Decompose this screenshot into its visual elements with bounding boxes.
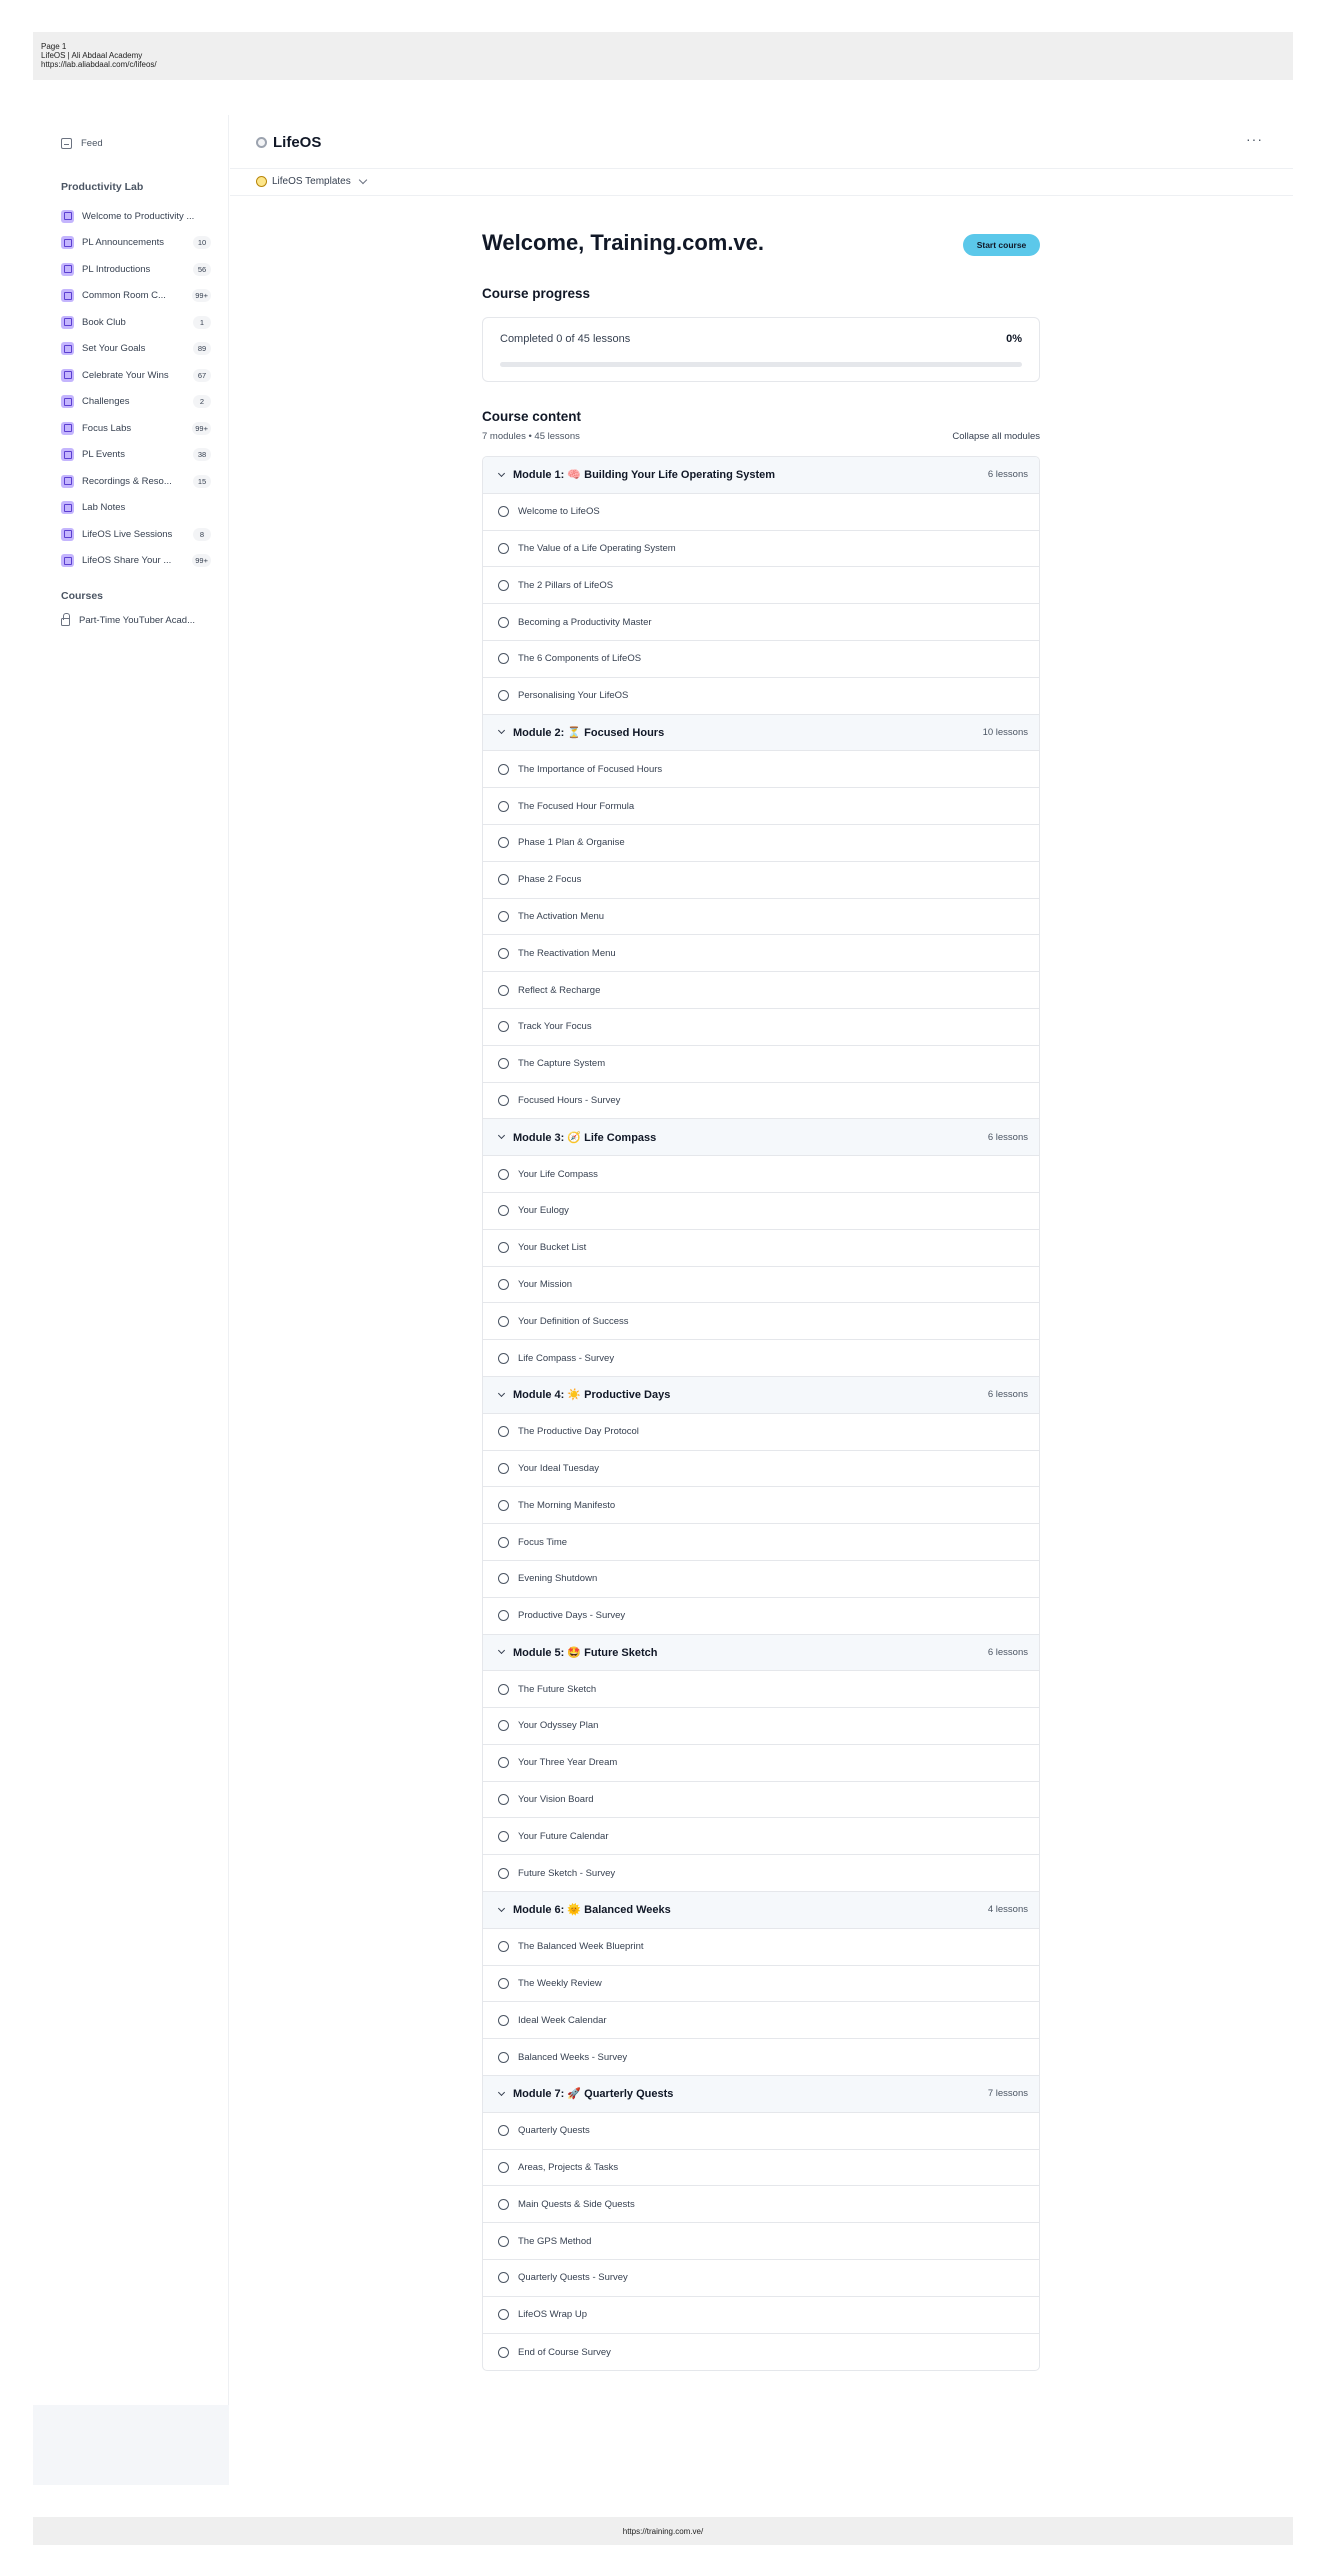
print-page-label: Page 1 [41, 42, 67, 51]
space-icon [61, 475, 74, 488]
space-icon [61, 289, 74, 302]
chevron-down-icon [498, 1390, 505, 1397]
templates-label: LifeOS Templates [272, 176, 351, 187]
space-label: Welcome to Productivity ... [82, 210, 195, 222]
sidebar-group-title[interactable]: Productivity Lab [61, 181, 144, 193]
circle-icon [498, 801, 509, 812]
sidebar [33, 115, 229, 2485]
space-icon [61, 528, 74, 541]
module-header[interactable] [483, 1892, 1039, 1929]
lesson-title: The Weekly Review [518, 1978, 602, 1990]
lesson-title: Personalising Your LifeOS [518, 690, 629, 702]
module-title: Module 5: 🤩 Future Sketch [513, 1646, 658, 1659]
lesson-item[interactable] [483, 1818, 1039, 1855]
lesson-title: Quarterly Quests - Survey [518, 2272, 628, 2284]
start-course-button[interactable]: Start course [963, 234, 1040, 256]
lesson-item[interactable] [483, 1671, 1039, 1708]
chevron-down-icon [359, 176, 367, 184]
circle-icon [498, 948, 509, 959]
lesson-title: The Morning Manifesto [518, 1499, 616, 1511]
lesson-title: Your Vision Board [518, 1794, 594, 1806]
lesson-title: Phase 2 Focus [518, 874, 582, 886]
lesson-item[interactable] [483, 1855, 1039, 1892]
lesson-item[interactable] [483, 2113, 1039, 2150]
sidebar-space-item[interactable] [61, 415, 211, 442]
circle-icon [498, 1794, 509, 1805]
circle-icon [498, 1279, 509, 1290]
space-label: Common Room C... [82, 290, 166, 302]
module-list [482, 456, 1040, 2371]
space-label: Lab Notes [82, 502, 126, 514]
space-icon [61, 210, 74, 223]
lesson-title: The Activation Menu [518, 910, 605, 922]
sidebar-space-item[interactable] [61, 521, 211, 548]
progress-text: Completed 0 of 45 lessons [500, 333, 631, 345]
module-header[interactable] [483, 1377, 1039, 1414]
lesson-title: Your Three Year Dream [518, 1757, 618, 1769]
lesson-title: End of Course Survey [518, 2346, 611, 2358]
lesson-title: The Focused Hour Formula [518, 800, 635, 812]
lesson-title: Balanced Weeks - Survey [518, 2051, 628, 2063]
space-label: LifeOS Share Your ... [82, 555, 172, 567]
lesson-item[interactable] [483, 567, 1039, 604]
circle-icon [498, 1831, 509, 1842]
lesson-item[interactable] [483, 972, 1039, 1009]
module-header[interactable] [483, 1635, 1039, 1672]
module-title: Module 7: 🚀 Quarterly Quests [513, 2088, 674, 2101]
lesson-item[interactable] [483, 1487, 1039, 1524]
lesson-item[interactable] [483, 862, 1039, 899]
circle-icon [498, 617, 509, 628]
lesson-title: The Importance of Focused Hours [518, 763, 663, 775]
lesson-title: The Capture System [518, 1058, 606, 1070]
feed-label: Feed [81, 138, 103, 149]
lesson-item[interactable] [483, 1009, 1039, 1046]
more-options-button[interactable]: ··· [1246, 131, 1263, 147]
circle-icon [498, 1537, 509, 1548]
circle-icon [498, 1941, 509, 1952]
lesson-title: Your Bucket List [518, 1242, 587, 1254]
lesson-title: Life Compass - Survey [518, 1352, 615, 1364]
circle-icon [498, 874, 509, 885]
unread-count-badge: 1 [193, 316, 211, 329]
module-lesson-count: 6 lessons [987, 469, 1028, 481]
lesson-item[interactable] [483, 604, 1039, 641]
circle-icon [498, 1058, 509, 1069]
unread-count-badge: 99+ [192, 289, 211, 302]
space-icon [61, 369, 74, 382]
lesson-item[interactable] [483, 531, 1039, 568]
module-title: Module 4: ☀️ Productive Days [513, 1389, 671, 1402]
unread-count-badge: 8 [193, 528, 211, 541]
sidebar-space-item[interactable] [61, 230, 211, 257]
unread-count-badge: 10 [193, 236, 211, 249]
chevron-down-icon [498, 1647, 505, 1654]
unread-count-badge: 56 [193, 263, 211, 276]
space-label: Set Your Goals [82, 343, 146, 355]
chevron-down-icon [498, 727, 505, 734]
unread-count-badge: 89 [193, 342, 211, 355]
lesson-item[interactable] [483, 1193, 1039, 1230]
lesson-title: Your Definition of Success [518, 1315, 629, 1327]
lesson-title: LifeOS Wrap Up [518, 2309, 587, 2321]
module-title: Module 2: ⏳ Focused Hours [513, 726, 665, 739]
lesson-title: Quarterly Quests [518, 2125, 590, 2137]
circle-icon [498, 2125, 509, 2136]
lock-icon [61, 618, 70, 626]
circle-icon [498, 911, 509, 922]
lesson-item[interactable] [483, 825, 1039, 862]
space-label: PL Announcements [82, 237, 165, 249]
space-label: Book Club [82, 316, 126, 328]
content-title: Course content [482, 409, 582, 424]
sidebar-item-feed[interactable] [61, 138, 103, 149]
unread-count-badge: 67 [193, 369, 211, 382]
lesson-item[interactable] [483, 1966, 1039, 2003]
print-header [33, 32, 1293, 80]
circle-icon [498, 2015, 509, 2026]
chevron-down-icon [498, 1132, 505, 1139]
space-icon [61, 422, 74, 435]
lesson-item[interactable] [483, 494, 1039, 531]
sidebar-space-item[interactable] [61, 362, 211, 389]
circle-icon [498, 2162, 509, 2173]
progress-card [482, 317, 1040, 382]
unread-count-badge: 2 [193, 395, 211, 408]
lesson-title: Your Future Calendar [518, 1830, 609, 1842]
lesson-item[interactable] [483, 2297, 1039, 2334]
circle-icon [498, 1353, 509, 1364]
sub-navigation [230, 170, 1293, 196]
circle-icon [498, 2272, 509, 2283]
module-header[interactable] [483, 457, 1039, 494]
circle-icon [498, 1500, 509, 1511]
sun-icon [256, 137, 267, 148]
lesson-item[interactable] [483, 1708, 1039, 1745]
lesson-item[interactable] [483, 899, 1039, 936]
lesson-title: Areas, Projects & Tasks [518, 2162, 619, 2174]
circle-icon [498, 1684, 509, 1695]
space-header [230, 115, 1293, 169]
lesson-item[interactable] [483, 1451, 1039, 1488]
lesson-item[interactable] [483, 1524, 1039, 1561]
print-doc-title: LifeOS | Ali Abdaal Academy [41, 51, 143, 60]
lesson-item[interactable] [483, 1929, 1039, 1966]
lesson-item[interactable] [483, 1598, 1039, 1635]
sidebar-space-item[interactable] [61, 336, 211, 363]
progress-title: Course progress [482, 286, 591, 301]
circle-icon [498, 1242, 509, 1253]
circle-icon [498, 1720, 509, 1731]
lesson-item[interactable] [483, 2260, 1039, 2297]
circle-icon [498, 2052, 509, 2063]
circle-icon [498, 1868, 509, 1879]
lesson-title: Focused Hours - Survey [518, 1094, 621, 1106]
lesson-title: Welcome to LifeOS [518, 506, 600, 518]
print-footer [33, 2517, 1293, 2545]
lesson-item[interactable] [483, 1083, 1039, 1120]
unread-count-badge: 38 [193, 448, 211, 461]
lesson-title: The Future Sketch [518, 1683, 597, 1695]
lesson-item[interactable] [483, 678, 1039, 715]
space-icon [61, 501, 74, 514]
sidebar-footer [33, 2405, 229, 2485]
lesson-item[interactable] [483, 2334, 1039, 2371]
sidebar-space-item[interactable] [61, 548, 211, 575]
lesson-item[interactable] [483, 751, 1039, 788]
space-label: Challenges [82, 396, 130, 408]
circle-icon [498, 1095, 509, 1106]
sidebar-space-item[interactable] [61, 495, 211, 522]
lesson-title: Future Sketch - Survey [518, 1867, 616, 1879]
circle-icon [498, 1757, 509, 1768]
unread-count-badge: 15 [193, 475, 211, 488]
lesson-title: The Value of a Life Operating System [518, 542, 676, 554]
lesson-item[interactable] [483, 1267, 1039, 1304]
lesson-item[interactable] [483, 935, 1039, 972]
space-list [61, 203, 211, 574]
page-title [256, 134, 321, 151]
circle-icon [498, 2309, 509, 2320]
lesson-title: Your Odyssey Plan [518, 1720, 599, 1732]
progress-percent: 0% [1006, 333, 1022, 345]
module-lesson-count: 10 lessons [982, 726, 1028, 738]
circle-icon [498, 985, 509, 996]
lesson-item[interactable] [483, 1561, 1039, 1598]
circle-icon [498, 690, 509, 701]
lesson-item[interactable] [483, 788, 1039, 825]
sidebar-space-item[interactable] [61, 309, 211, 336]
space-icon [61, 554, 74, 567]
circle-icon [498, 2236, 509, 2247]
lesson-item[interactable] [483, 1782, 1039, 1819]
lesson-title: Phase 1 Plan & Organise [518, 837, 625, 849]
templates-dropdown[interactable] [256, 176, 366, 187]
lesson-title: Reflect & Recharge [518, 984, 601, 996]
lesson-item[interactable] [483, 1046, 1039, 1083]
unread-count-badge: 99+ [192, 554, 211, 567]
module-title: Module 6: 🌞 Balanced Weeks [513, 1904, 671, 1917]
lesson-item[interactable] [483, 2150, 1039, 2187]
lesson-item[interactable] [483, 2223, 1039, 2260]
space-icon [61, 395, 74, 408]
lesson-title: Your Ideal Tuesday [518, 1462, 599, 1474]
sidebar-space-item[interactable] [61, 389, 211, 416]
lesson-title: The Productive Day Protocol [518, 1426, 639, 1438]
print-doc-url: https://lab.aliabdaal.com/c/lifeos/ [41, 60, 157, 69]
circle-icon [498, 1205, 509, 1216]
lesson-title: Productive Days - Survey [518, 1610, 626, 1622]
lesson-item[interactable] [483, 1340, 1039, 1377]
circle-icon [498, 1426, 509, 1437]
module-lesson-count: 6 lessons [987, 1131, 1028, 1143]
sidebar-space-item[interactable] [61, 468, 211, 495]
circle-icon [498, 653, 509, 664]
progress-bar [500, 362, 1022, 367]
space-label: LifeOS Live Sessions [82, 528, 173, 540]
lesson-item[interactable] [483, 2002, 1039, 2039]
space-label: PL Introductions [82, 263, 151, 275]
sidebar-space-item[interactable] [61, 256, 211, 283]
space-icon [61, 263, 74, 276]
lesson-item[interactable] [483, 1230, 1039, 1267]
space-label: Celebrate Your Wins [82, 369, 169, 381]
module-title: Module 1: 🧠 Building Your Life Operating System [513, 469, 776, 482]
lesson-title: Your Eulogy [518, 1205, 569, 1217]
sidebar-space-item[interactable] [61, 203, 211, 230]
lesson-title: Becoming a Productivity Master [518, 616, 652, 628]
lesson-title: The 6 Components of LifeOS [518, 653, 642, 665]
lesson-item[interactable] [483, 1745, 1039, 1782]
lesson-title: Ideal Week Calendar [518, 2014, 607, 2026]
lesson-title: Your Mission [518, 1278, 573, 1290]
circle-icon [498, 580, 509, 591]
lesson-item[interactable] [483, 2039, 1039, 2076]
space-icon [61, 342, 74, 355]
course-label: Part-Time YouTuber Acad... [79, 614, 195, 626]
lesson-title: The 2 Pillars of LifeOS [518, 579, 614, 591]
module-lesson-count: 6 lessons [987, 1646, 1028, 1658]
chevron-down-icon [498, 1905, 505, 1912]
lesson-title: The Balanced Week Blueprint [518, 1941, 644, 1953]
lesson-title: Your Life Compass [518, 1168, 598, 1180]
space-label: Focus Labs [82, 422, 132, 434]
circle-icon [498, 764, 509, 775]
lesson-title: Main Quests & Side Quests [518, 2198, 635, 2210]
circle-icon [498, 1463, 509, 1474]
collapse-all-button[interactable]: Collapse all modules [952, 431, 1040, 442]
chevron-down-icon [498, 470, 505, 477]
courses-title[interactable]: Courses [61, 590, 104, 602]
lesson-item[interactable] [483, 1303, 1039, 1340]
circle-icon [498, 1021, 509, 1032]
circle-icon [498, 1316, 509, 1327]
module-title: Module 3: 🧭 Life Compass [513, 1131, 657, 1144]
page-title-text: LifeOS [273, 134, 322, 151]
unread-count-badge: 99+ [192, 422, 211, 435]
module-lesson-count: 4 lessons [987, 1904, 1028, 1916]
circle-icon [498, 1978, 509, 1989]
module-header[interactable] [483, 2076, 1039, 2113]
circle-icon [498, 2199, 509, 2210]
circle-icon [498, 837, 509, 848]
welcome-heading: Welcome, Training.com.ve. [482, 230, 765, 255]
lesson-item[interactable] [483, 1414, 1039, 1451]
sidebar-space-item[interactable] [61, 283, 211, 310]
circle-icon [498, 2347, 509, 2358]
lesson-title: Focus Time [518, 1536, 568, 1548]
sidebar-space-item[interactable] [61, 442, 211, 469]
lesson-title: The GPS Method [518, 2235, 592, 2247]
sidebar-item-course[interactable] [61, 614, 211, 626]
module-header[interactable] [483, 1119, 1039, 1156]
space-icon [61, 448, 74, 461]
lesson-title: Track Your Focus [518, 1021, 592, 1033]
lesson-item[interactable] [483, 641, 1039, 678]
module-lesson-count: 7 lessons [987, 2088, 1028, 2100]
space-icon [61, 236, 74, 249]
compass-icon [256, 176, 267, 187]
lesson-item[interactable] [483, 2186, 1039, 2223]
circle-icon [498, 543, 509, 554]
space-label: PL Events [82, 449, 125, 461]
circle-icon [498, 506, 509, 517]
feed-icon [61, 138, 72, 149]
lesson-item[interactable] [483, 1156, 1039, 1193]
space-label: Recordings & Reso... [82, 475, 172, 487]
content-meta: 7 modules • 45 lessons [482, 431, 580, 442]
module-header[interactable] [483, 715, 1039, 752]
circle-icon [498, 1169, 509, 1180]
module-lesson-count: 6 lessons [987, 1389, 1028, 1401]
circle-icon [498, 1610, 509, 1621]
circle-icon [498, 1573, 509, 1584]
space-icon [61, 316, 74, 329]
footer-url: https://training.com.ve/ [622, 2526, 704, 2536]
lesson-title: The Reactivation Menu [518, 947, 616, 959]
lesson-title: Evening Shutdown [518, 1573, 598, 1585]
chevron-down-icon [498, 2089, 505, 2096]
